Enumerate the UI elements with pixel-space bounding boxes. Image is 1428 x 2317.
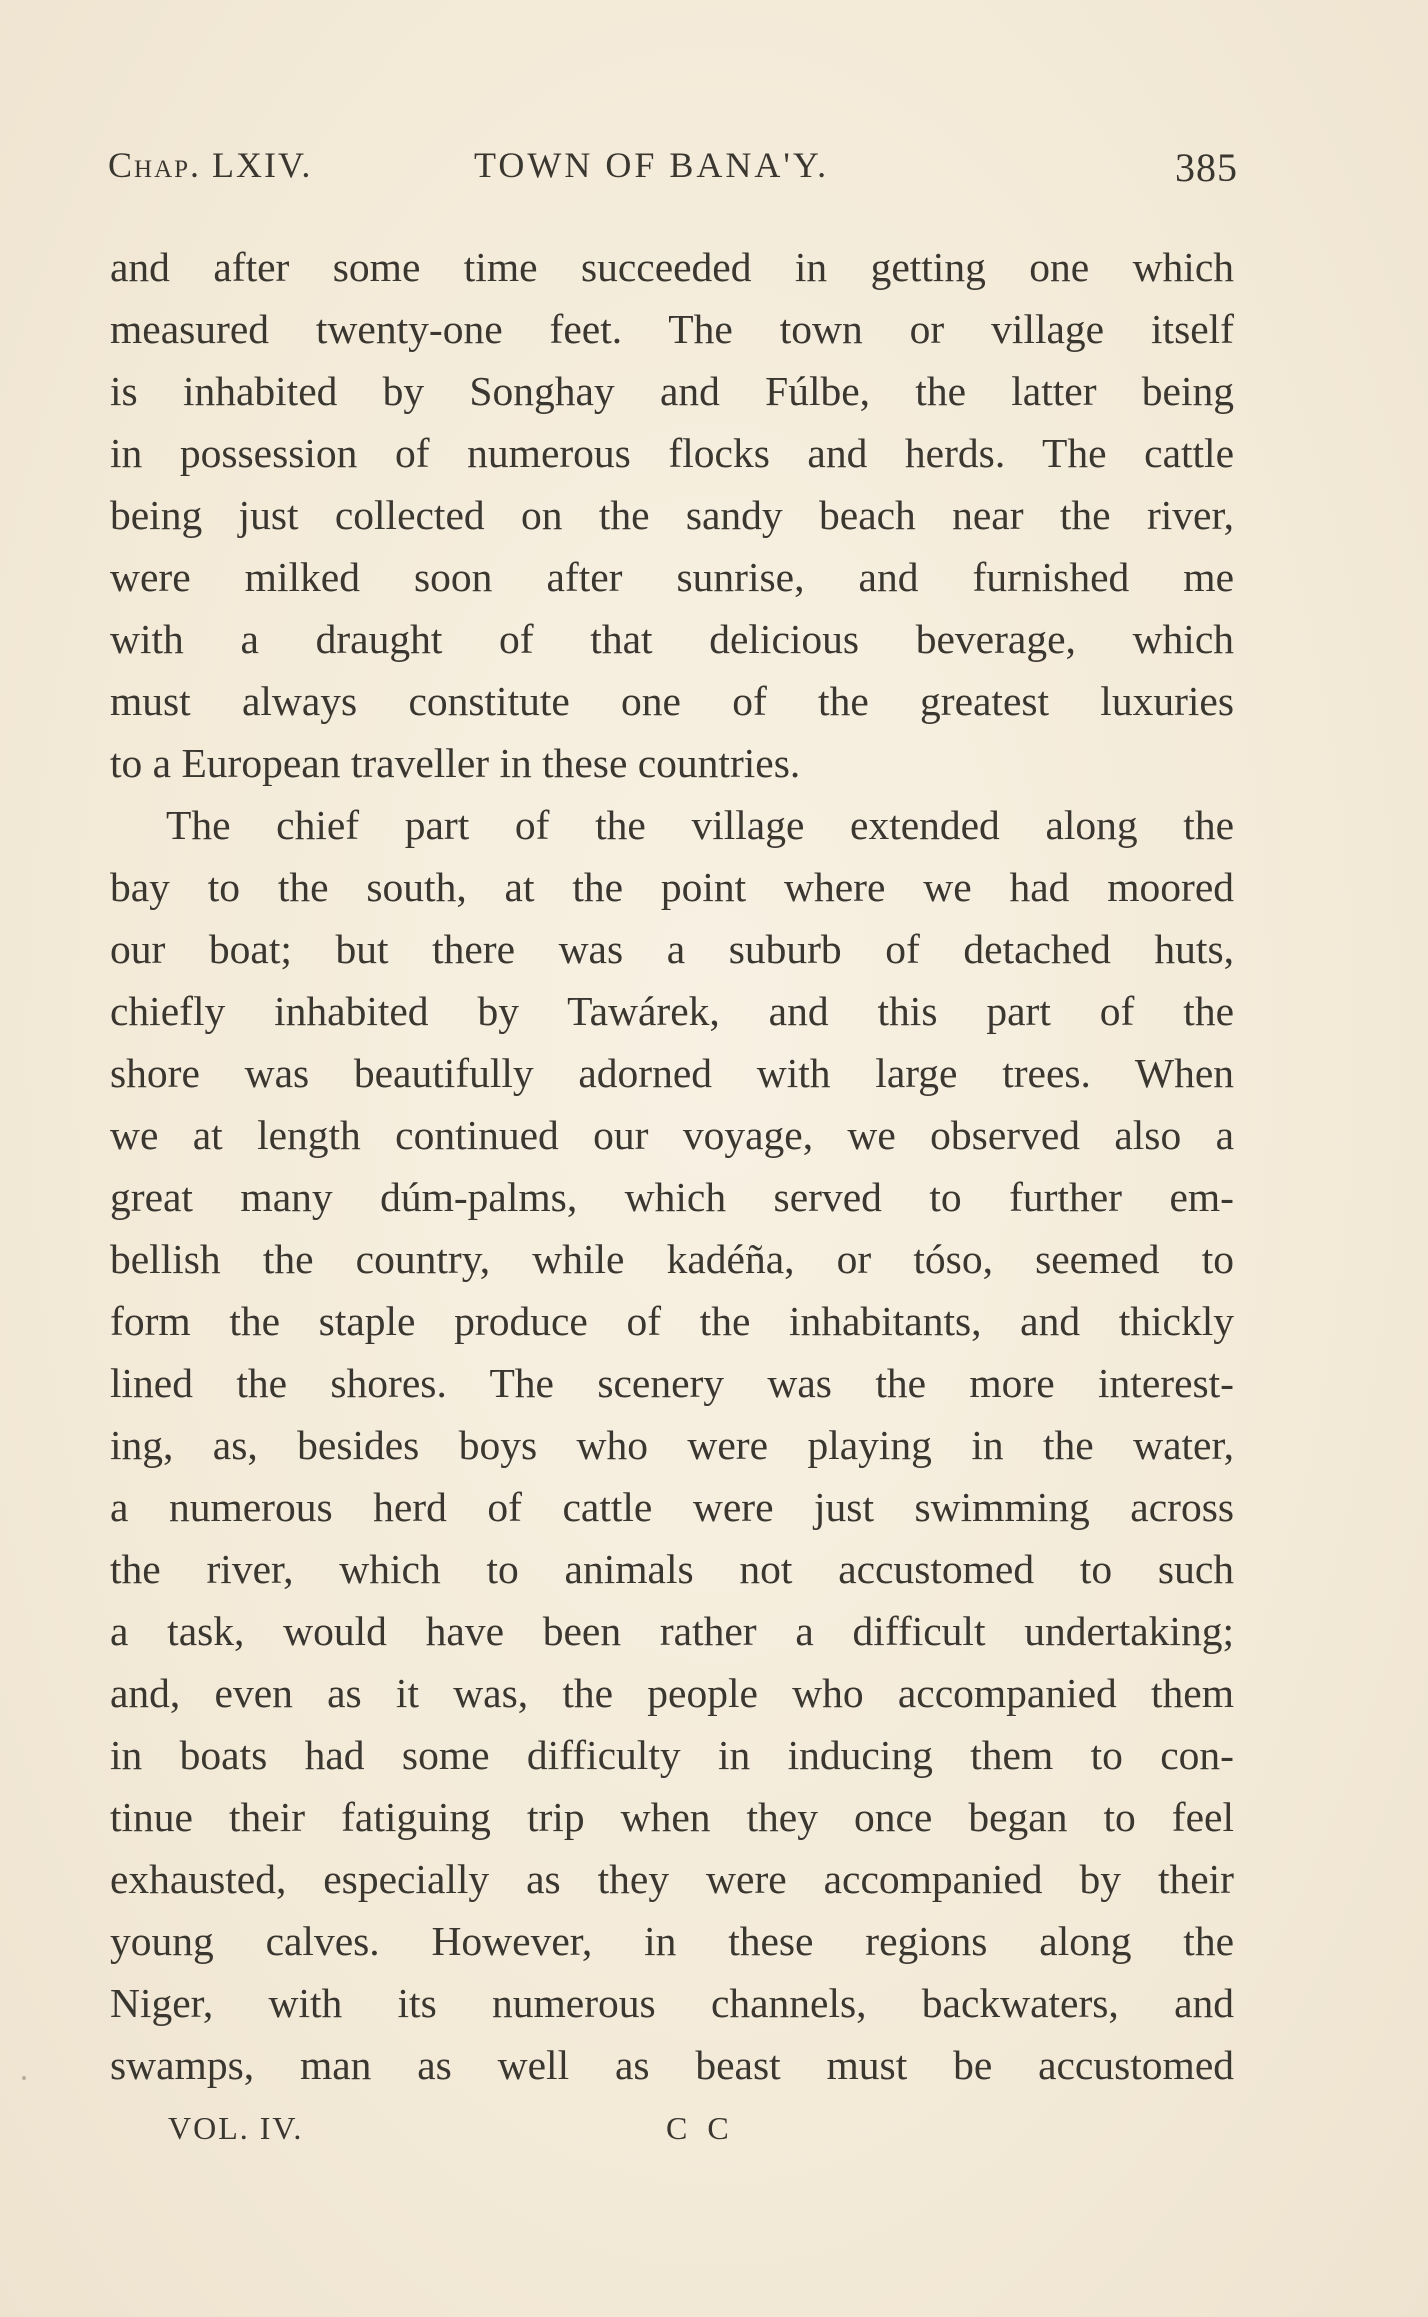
- body-text: [110, 236, 1234, 2096]
- text-line: our boat; but there was a suburb of detached huts,: [110, 926, 1234, 972]
- page-footer: [168, 2110, 868, 2160]
- text-line: a numerous herd of cattle were just swimming across: [110, 1484, 1234, 1530]
- text-line: exhausted, especially as they were accompanied by their: [110, 1856, 1234, 1902]
- text-line: to a European traveller in these countries.: [110, 740, 801, 786]
- text-line: chiefly inhabited by Tawárek, and this part of the: [110, 988, 1234, 1034]
- text-line: we at length continued our voyage, we observed also a: [110, 1112, 1234, 1158]
- text-line: in boats had some difficulty in inducing them to con-: [110, 1732, 1234, 1778]
- text-line: the river, which to animals not accustomed to such: [110, 1546, 1234, 1592]
- text-line: The chief part of the village extended along the: [166, 802, 1234, 848]
- running-head: [108, 144, 1238, 194]
- text-line: tinue their fatiguing trip when they once began to feel: [110, 1794, 1234, 1840]
- text-line: swamps, man as well as beast must be accustomed: [110, 2042, 1234, 2088]
- signature-mark: C C: [666, 2110, 735, 2146]
- text-line: must always constitute one of the greatest luxuries: [110, 678, 1234, 724]
- page-number: 385: [1175, 145, 1238, 190]
- text-line: and after some time succeeded in getting one which: [110, 244, 1234, 290]
- text-line: form the staple produce of the inhabitants, and thickly: [110, 1298, 1234, 1344]
- text-line: bay to the south, at the point where we had moored: [110, 864, 1234, 910]
- running-title: TOWN OF BANA'Y.: [474, 145, 830, 185]
- text-line: with a draught of that delicious beverage, which: [110, 616, 1234, 662]
- text-line: lined the shores. The scenery was the more interest-: [110, 1360, 1234, 1406]
- volume-label: VOL. IV.: [168, 2110, 304, 2146]
- text-line: Niger, with its numerous channels, backwaters, and: [110, 1980, 1234, 2026]
- text-line: shore was beautifully adorned with large trees. When: [110, 1050, 1234, 1096]
- text-line: bellish the country, while kadéña, or tóso, seemed to: [110, 1236, 1234, 1282]
- text-line: is inhabited by Songhay and Fúlbe, the latter being: [110, 368, 1234, 414]
- text-line: were milked soon after sunrise, and furnished me: [110, 554, 1234, 600]
- chapter-label: Chap. LXIV.: [108, 145, 313, 185]
- paper-speck: [22, 2076, 26, 2080]
- text-line: a task, would have been rather a difficult undertaking;: [110, 1608, 1234, 1654]
- text-line: great many dúm-palms, which served to further em-: [110, 1174, 1234, 1220]
- text-line: young calves. However, in these regions along the: [110, 1918, 1234, 1964]
- text-line: and, even as it was, the people who accompanied them: [110, 1670, 1234, 1716]
- text-line: ing, as, besides boys who were playing in the water,: [110, 1422, 1234, 1468]
- text-line: in possession of numerous flocks and herds. The cattle: [110, 430, 1234, 476]
- text-line: measured twenty-one feet. The town or village itself: [110, 306, 1234, 352]
- text-line: being just collected on the sandy beach near the river,: [110, 492, 1234, 538]
